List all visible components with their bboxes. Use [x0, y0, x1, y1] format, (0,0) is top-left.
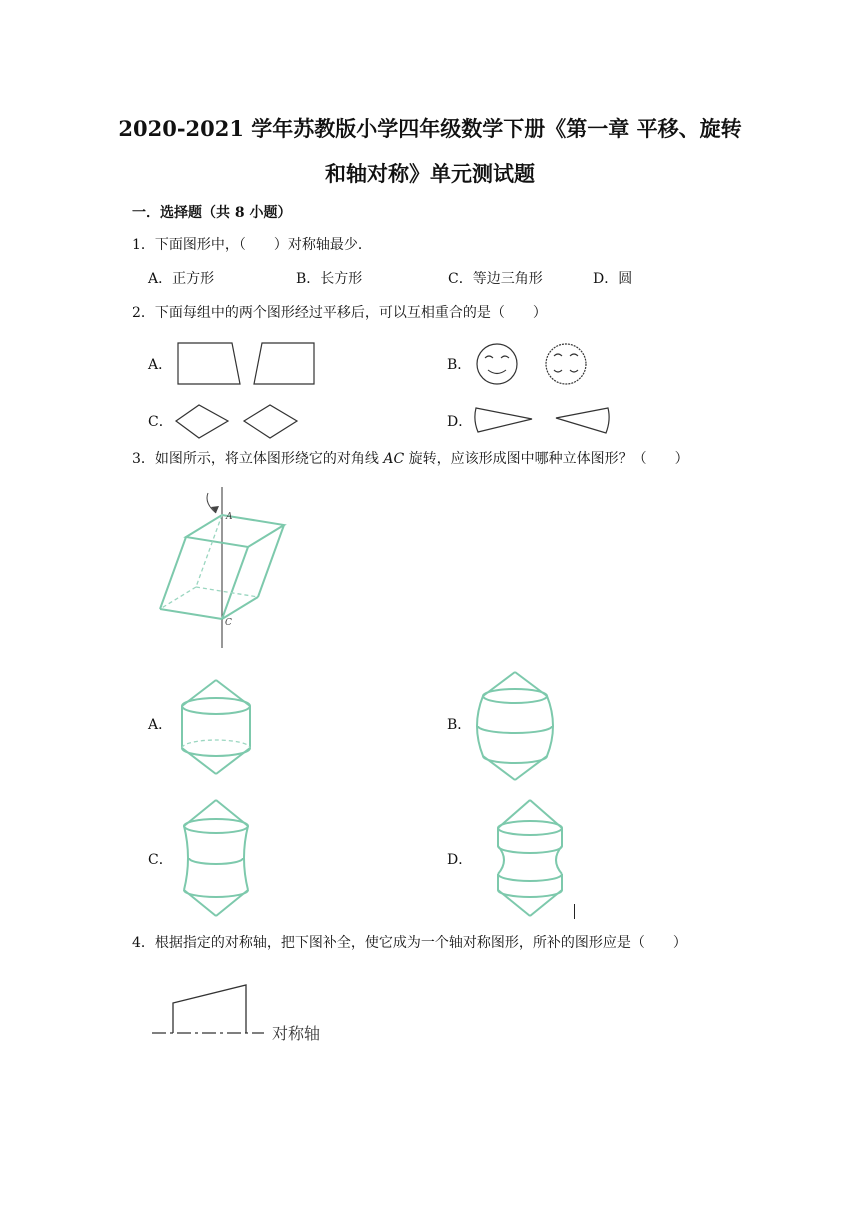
q3-stem-post: 旋转，应该形成图中哪种立体图形？（ ）: [404, 451, 689, 467]
q3-option-a-figure: [178, 676, 254, 776]
q2-figure-c-rhombuses: [176, 402, 306, 442]
q3-label-b: B．: [447, 717, 472, 733]
q1-option-d: D．圆: [593, 271, 633, 287]
q4-half-figure: [150, 982, 270, 1042]
q3-option-b-figure: [475, 670, 555, 782]
page-title-line1: 2020-2021 学年苏教版小学四年级数学下册《第一章 平移、旋转: [118, 116, 742, 141]
text-cursor: [574, 904, 575, 919]
q4-axis-label: 对称轴: [272, 1024, 321, 1043]
q3-label-c: C．: [148, 852, 173, 868]
page-title-line2: 和轴对称》单元测试题: [325, 161, 535, 186]
q2-figure-b-smiley-faces: [470, 340, 600, 390]
q3-label-a: A．: [148, 717, 173, 733]
question-3-stem: [132, 450, 689, 468]
q3-option-d-figure: [490, 798, 570, 918]
q1-option-b: B．长方形: [296, 271, 363, 287]
q3-stem-var: AC: [383, 451, 405, 467]
question-1-stem: 1．下面图形中，（ ）对称轴最少．: [132, 237, 372, 253]
q3-point-c: C: [225, 618, 232, 628]
q1-option-c: C．等边三角形: [448, 271, 543, 287]
q3-option-c-figure: [176, 798, 256, 918]
q2-label-b: B．: [447, 357, 472, 373]
q2-label-c: C．: [148, 414, 173, 430]
q2-figure-d-wedges: [470, 402, 620, 442]
q3-label-d: D．: [447, 852, 473, 868]
q2-label-d: D．: [447, 414, 473, 430]
q2-figure-a-trapezoids: [170, 340, 320, 390]
section-heading: 一．选择题（共 8 小题）: [132, 205, 292, 221]
q3-point-a: A: [226, 512, 233, 522]
q1-option-a: A．正方形: [148, 271, 215, 287]
q2-label-a: A．: [148, 357, 173, 373]
question-4-stem: 4．根据指定的对称轴，把下图补全，使它成为一个轴对称图形，所补的图形应是（ ）: [132, 935, 687, 951]
q3-rotated-solid-figure: [150, 485, 290, 650]
q3-stem-pre: 3．如图所示，将立体图形绕它的对角线: [132, 451, 384, 467]
question-2-stem: 2．下面每组中的两个图形经过平移后，可以互相重合的是（ ）: [132, 305, 547, 321]
